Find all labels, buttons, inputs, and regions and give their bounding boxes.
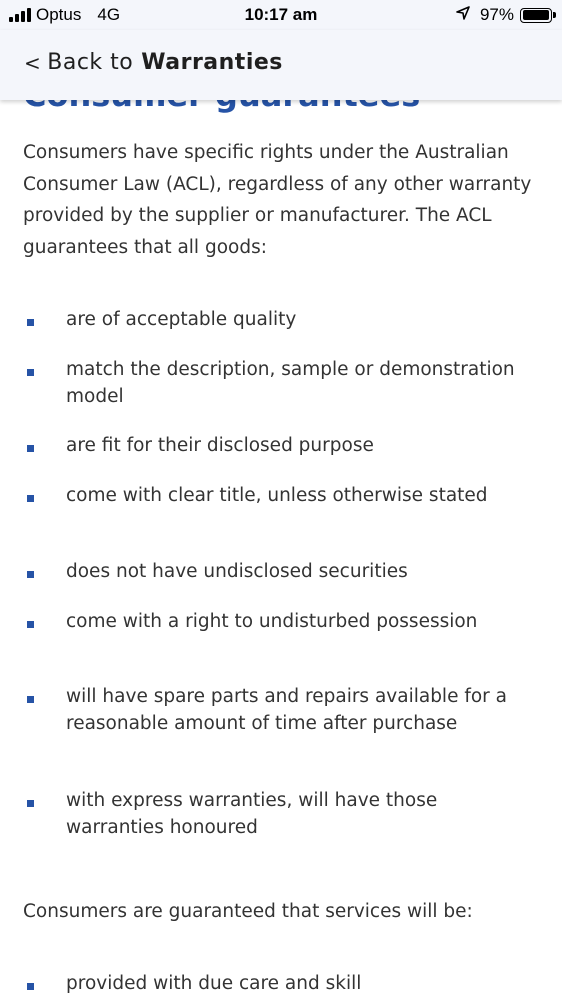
services-intro-paragraph: Consumers are guaranteed that services will be: <box>23 901 473 922</box>
list-item-text: are fit for their disclosed purpose <box>66 435 374 456</box>
list-item-text: provided with due care and skill <box>66 973 362 994</box>
list-item-text: come with clear title, unless otherwise stated <box>66 485 488 506</box>
bullet-icon <box>27 571 34 578</box>
nav-header <box>0 30 562 100</box>
battery-percent: 97% <box>479 5 514 24</box>
list-item-text: will have spare parts and repairs available for a reasonable amount of time after purchase <box>66 686 507 734</box>
carrier-name: Optus <box>36 5 82 24</box>
intro-paragraph: Consumers have specific rights under the Australian Consumer Law (ACL), regardless of any other warranty provided by the supplier or manufacturer. The ACL guarantees that all goods: <box>23 142 532 258</box>
bullet-icon <box>27 983 34 990</box>
chevron-left-icon: < <box>24 50 42 75</box>
network-type: 4G <box>97 5 121 24</box>
bullet-icon <box>27 445 34 452</box>
back-button-target: Warranties <box>141 50 283 75</box>
list-item-text: does not have undisclosed securities <box>66 561 408 582</box>
list-item-text: are of acceptable quality <box>66 309 297 330</box>
bullet-icon <box>27 800 34 807</box>
bullet-icon <box>27 369 34 376</box>
list-item-text: match the description, sample or demonstration model <box>66 359 515 407</box>
back-button-prefix: Back to <box>47 50 134 75</box>
bullet-icon <box>27 621 34 628</box>
bullet-icon <box>27 319 34 326</box>
list-item-text: come with a right to undisturbed possession <box>66 611 478 632</box>
bullet-icon <box>27 495 34 502</box>
back-button[interactable] <box>24 50 283 75</box>
clock: 10:17 am <box>244 5 318 24</box>
list-item-text: with express warranties, will have those warranties honoured <box>66 790 438 838</box>
bullet-icon <box>27 696 34 703</box>
